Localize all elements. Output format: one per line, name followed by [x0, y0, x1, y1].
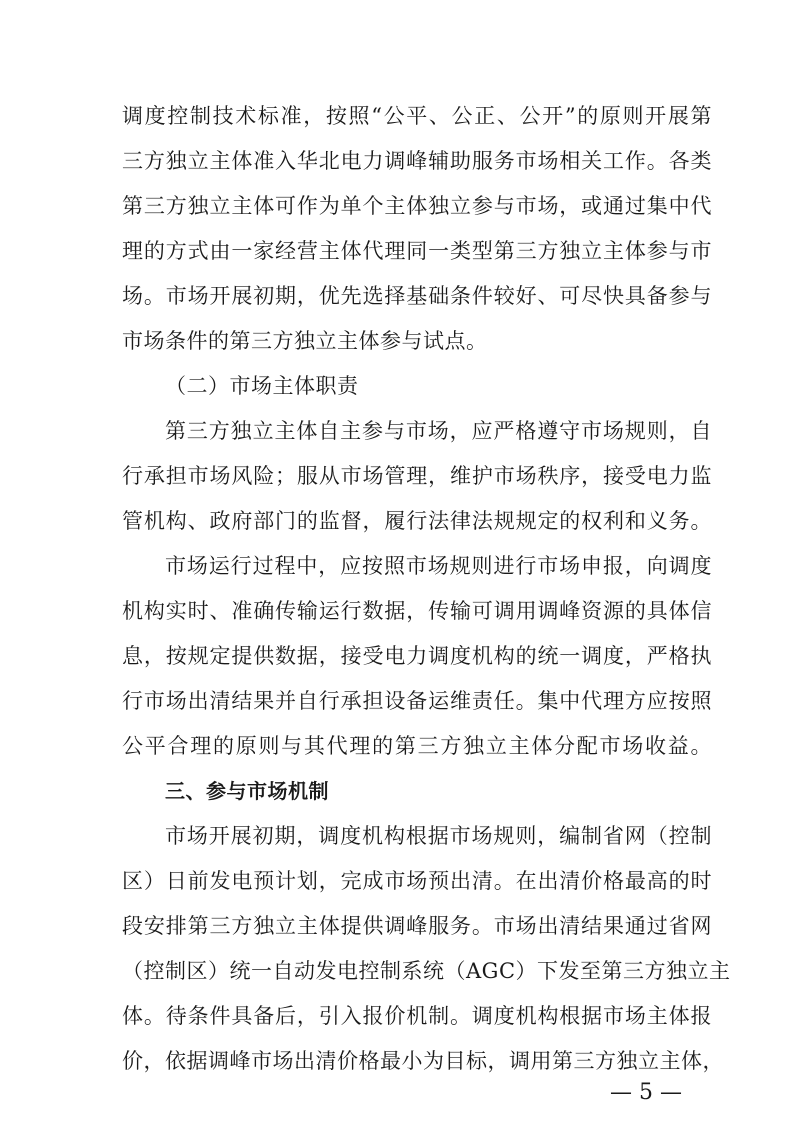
body-text-line: 段安排第三方独立主体提供调峰服务。市场出清结果通过省网: [122, 914, 712, 938]
body-text-line: 管机构、政府部门的监督，履行法律法规规定的权利和义务。: [122, 509, 712, 533]
body-text-line: 行承担市场风险；服从市场管理，维护市场秩序，接受电力监: [122, 464, 712, 488]
section-heading: 三、参与市场机制: [165, 779, 329, 803]
body-text-line: 场。市场开展初期，优先选择基础条件较好、可尽快具备参与: [122, 284, 712, 308]
subsection-heading: （二）市场主体职责: [165, 374, 359, 398]
body-text-line: 公平合理的原则与其代理的第三方独立主体分配市场收益。: [122, 734, 712, 758]
body-text-line: 息，按规定提供数据，接受电力调度机构的统一调度，严格执: [122, 644, 712, 668]
body-text-line: 市场开展初期，调度机构根据市场规则，编制省网（控制: [165, 824, 712, 848]
page-number: — 5 —: [610, 1080, 682, 1105]
body-text-line: 第三方独立主体自主参与市场，应严格遵守市场规则，自: [165, 419, 712, 443]
body-text-line: （控制区）统一自动发电控制系统（AGC）下发至第三方独立主: [122, 959, 731, 983]
body-text-line: 体。待条件具备后，引入报价机制。调度机构根据市场主体报: [122, 1004, 712, 1028]
body-text-line: 三方独立主体准入华北电力调峰辅助服务市场相关工作。各类: [122, 149, 712, 173]
body-text-line: 市场运行过程中，应按照市场规则进行市场申报，向调度: [165, 554, 712, 578]
body-text-line: 行市场出清结果并自行承担设备运维责任。集中代理方应按照: [122, 689, 712, 713]
body-text-line: 区）日前发电预计划，完成市场预出清。在出清价格最高的时: [122, 869, 712, 893]
body-text-line: 机构实时、准确传输运行数据，传输可调用调峰资源的具体信: [122, 599, 712, 623]
body-text-line: 价，依据调峰市场出清价格最小为目标，调用第三方独立主体，: [122, 1049, 724, 1073]
body-text-line: 理的方式由一家经营主体代理同一类型第三方独立主体参与市: [122, 239, 712, 263]
body-text-line: 市场条件的第三方独立主体参与试点。: [122, 329, 488, 353]
body-text-line: 调度控制技术标准，按照“公平、公正、公开”的原则开展第: [122, 104, 712, 128]
body-text-line: 第三方独立主体可作为单个主体独立参与市场，或通过集中代: [122, 194, 712, 218]
